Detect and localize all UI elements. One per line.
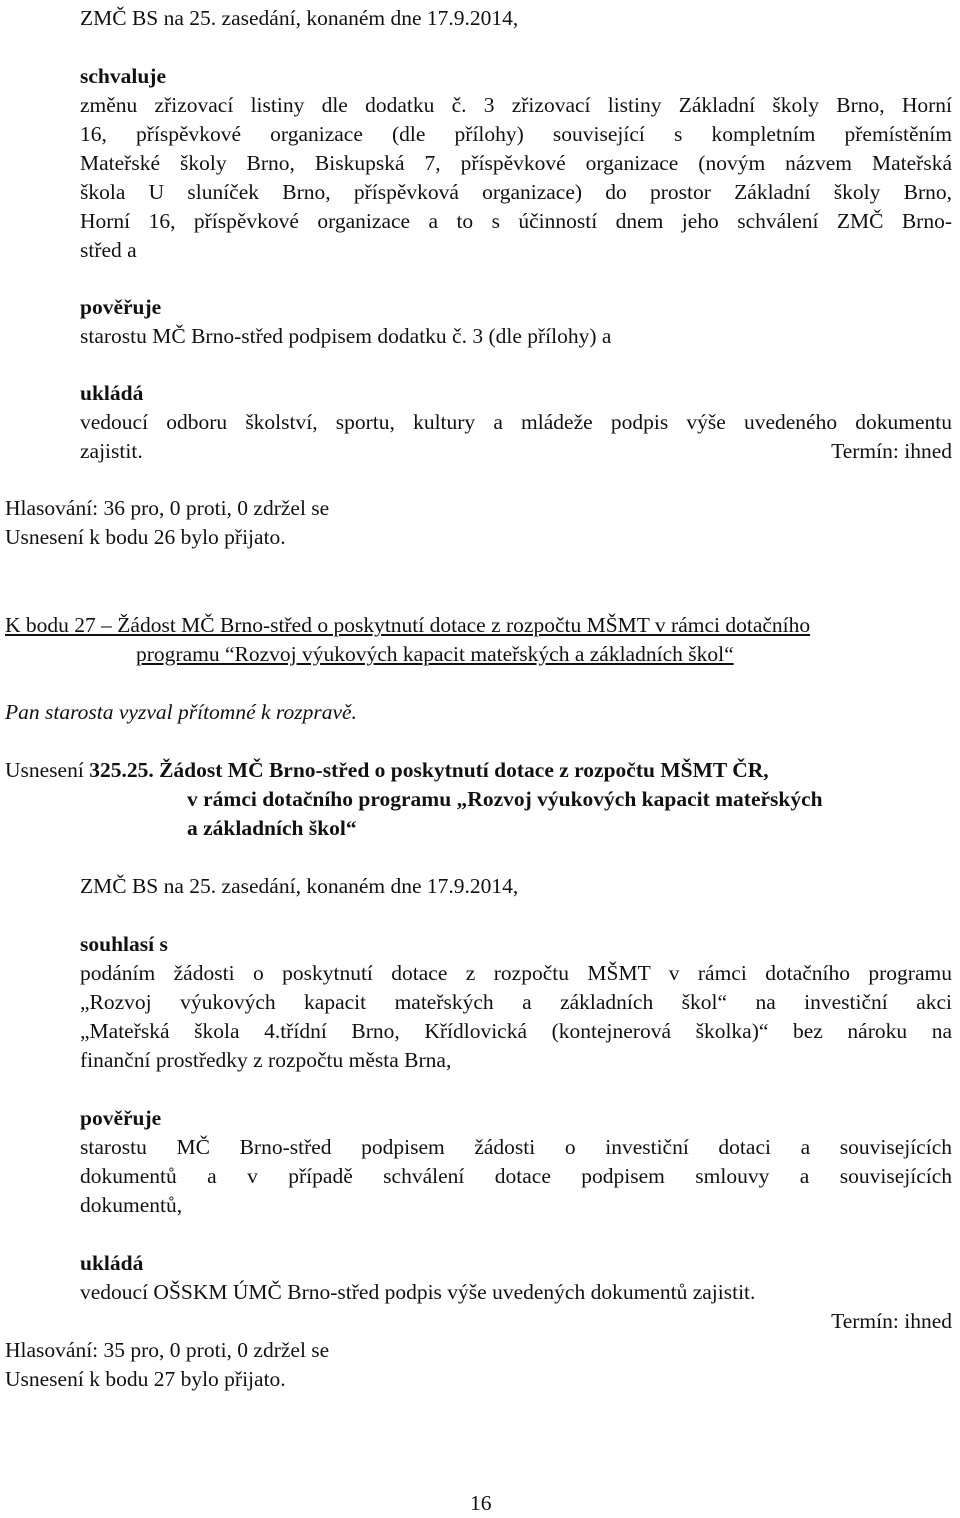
paragraph-line: 16, příspěvkové organizace (dle přílohy) související s kompletním přemístěním [80, 122, 952, 146]
discussion-note: Pan starosta vyzval přítomné k rozpravě. [5, 700, 357, 724]
keyword-poveruje: pověřuje [80, 295, 162, 319]
paragraph-line: vedoucí odboru školství, sportu, kultury a mládeže podpis výše uvedeného dokumentu [80, 410, 952, 434]
paragraph-line: škola U sluníček Brno, příspěvková organizace) do prostor Základní školy Brno, [80, 180, 952, 204]
paragraph-line: vedoucí OŠSKM ÚMČ Brno-střed podpis výše uvedených dokumentů zajistit. [80, 1280, 756, 1304]
paragraph-line: Horní 16, příspěvkové organizace a to s účinností dnem jeho schválení ZMČ Brno- [80, 209, 952, 233]
resolution-number-title: 325.25. Žádost MČ Brno-střed o poskytnutí dotace z rozpočtu MŠMT ČR, [89, 758, 769, 782]
vote-result: Hlasování: 36 pro, 0 proti, 0 zdržel se [5, 496, 330, 520]
keyword-souhlasi: souhlasí s [80, 932, 168, 956]
page-number: 16 [470, 1491, 492, 1515]
deadline-text: Termín: ihned [831, 439, 952, 463]
deadline-text: Termín: ihned [831, 1309, 952, 1333]
resolution-title [5, 756, 769, 785]
keyword-poveruje: pověřuje [80, 1106, 162, 1130]
resolution-result: Usnesení k bodu 27 bylo přijato. [5, 1367, 286, 1391]
keyword-schvaluje: schvaluje [80, 64, 166, 88]
paragraph-line: „Mateřská škola 4.třídní Brno, Křídlovická (kontejnerová školka)“ bez nároku na [80, 1019, 952, 1043]
session-header: ZMČ BS na 25. zasedání, konaném dne 17.9.2014, [80, 874, 519, 898]
paragraph-line: zajistit. [80, 439, 143, 463]
resolution-title-line: v rámci dotačního programu „Rozvoj výukových kapacit mateřských [187, 787, 823, 811]
resolution-label: Usnesení [5, 758, 90, 782]
paragraph-line: starostu MČ Brno-střed podpisem dodatku č. 3 (dle přílohy) a [80, 324, 612, 348]
paragraph-line: střed a [80, 238, 137, 262]
paragraph-line: změnu zřizovací listiny dle dodatku č. 3 zřizovací listiny Základní školy Brno, Horní [80, 93, 952, 117]
paragraph-line: „Rozvoj výukových kapacit mateřských a základních škol“ na investiční akci [80, 990, 952, 1014]
resolution-title-line: a základních škol“ [187, 816, 357, 840]
paragraph-line: finanční prostředky z rozpočtu města Brna, [80, 1048, 452, 1072]
session-header: ZMČ BS na 25. zasedání, konaném dne 17.9.2014, [80, 6, 519, 30]
paragraph-line: starostu MČ Brno-střed podpisem žádosti o investiční dotaci a souvisejících [80, 1135, 952, 1159]
keyword-uklada: ukládá [80, 1251, 144, 1275]
agenda-item-heading: K bodu 27 – Žádost MČ Brno-střed o poskytnutí dotace z rozpočtu MŠMT v rámci dotačního [5, 613, 811, 637]
vote-result: Hlasování: 35 pro, 0 proti, 0 zdržel se [5, 1338, 330, 1362]
paragraph-line: podáním žádosti o poskytnutí dotace z rozpočtu MŠMT v rámci dotačního programu [80, 961, 952, 985]
paragraph-line: Mateřské školy Brno, Biskupská 7, příspěvkové organizace (novým názvem Mateřská [80, 151, 952, 175]
agenda-item-heading: programu “Rozvoj výukových kapacit mateřských a základních škol“ [136, 642, 734, 666]
keyword-uklada: ukládá [80, 381, 144, 405]
paragraph-line: dokumentů, [80, 1193, 183, 1217]
paragraph-line: dokumentů a v případě schválení dotace podpisem smlouvy a souvisejících [80, 1164, 952, 1188]
resolution-result: Usnesení k bodu 26 bylo přijato. [5, 525, 286, 549]
